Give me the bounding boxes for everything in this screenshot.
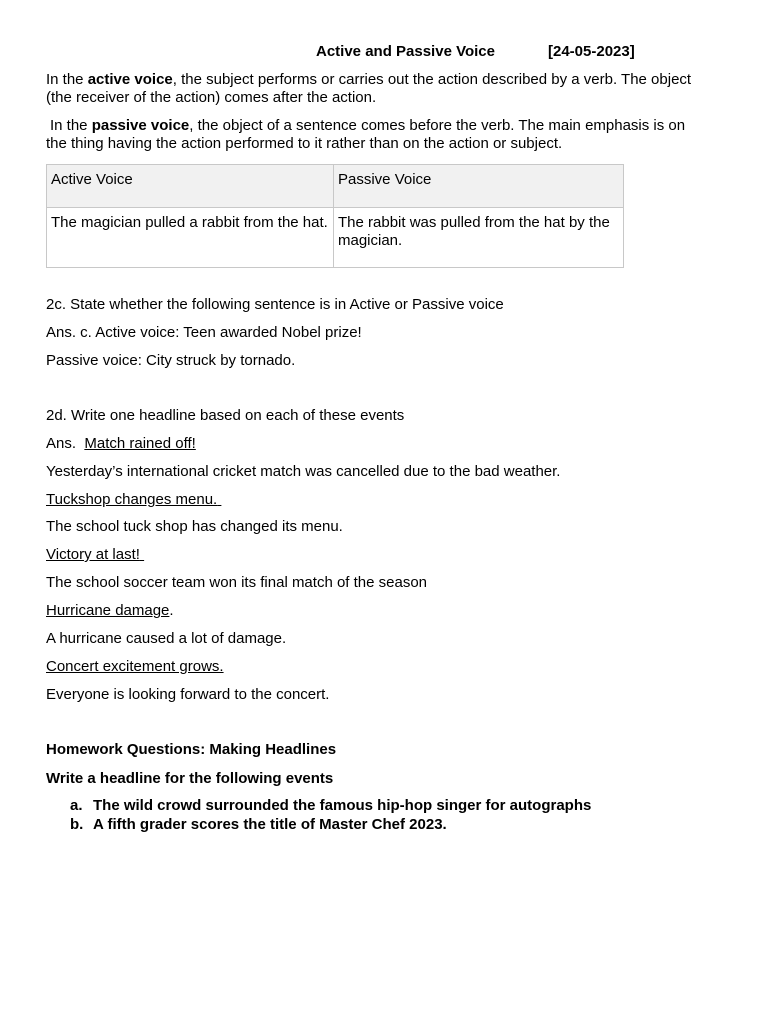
- table-header-passive: Passive Voice: [334, 165, 624, 208]
- active-rest: , the subject performs or carries out the action described by a verb. The object: [172, 71, 692, 88]
- headline-suffix: .: [169, 602, 174, 619]
- homework-heading: Homework Questions: Making Headlines: [46, 741, 337, 758]
- passive-rest: , the object of a sentence comes before the verb. The main emphasis is on: [189, 117, 686, 134]
- passive-prefix: In the: [50, 117, 92, 134]
- homework-instruction: Write a headline for the following events: [46, 770, 334, 787]
- headline-text: Hurricane damage: [46, 602, 170, 619]
- list-marker: a.: [70, 797, 83, 814]
- event-4: A hurricane caused a lot of damage.: [46, 630, 287, 647]
- voice-comparison-table: [46, 164, 624, 268]
- active-prefix: In the: [46, 71, 88, 88]
- answer-2d-headline-1: [46, 435, 196, 453]
- question-2d: 2d. Write one headline based on each of these events: [46, 407, 405, 424]
- event-3: The school soccer team won its final match of the season: [46, 574, 428, 591]
- headline-3: [46, 546, 144, 564]
- title-row: [0, 43, 768, 61]
- question-2c: 2c. State whether the following sentence is in Active or Passive voice: [46, 296, 504, 313]
- table-header-active: Active Voice: [47, 165, 334, 208]
- list-item-text: The wild crowd surrounded the famous hip-hop singer for autographs: [93, 797, 592, 814]
- passive-voice-definition: [46, 117, 726, 153]
- list-item-text: A fifth grader scores the title of Master Chef 2023.: [93, 816, 447, 833]
- list-marker: b.: [70, 816, 84, 833]
- active-term: active voice: [87, 71, 173, 88]
- page-title: Active and Passive Voice: [316, 43, 495, 60]
- table-cell-passive-example: The rabbit was pulled from the hat by the magician.: [334, 208, 624, 268]
- headline-text: Tuckshop changes menu.: [46, 491, 218, 508]
- ans-prefix: Ans.: [46, 435, 77, 452]
- headline-text: Victory at last!: [46, 546, 140, 563]
- event-1: Yesterday’s international cricket match was cancelled due to the bad weather.: [46, 463, 561, 480]
- headline-2: [46, 491, 221, 509]
- active-line2: (the receiver of the action) comes after the action.: [46, 89, 377, 106]
- page-date: [24-05-2023]: [548, 43, 635, 60]
- headline-text: Match rained off!: [84, 435, 196, 452]
- answer-2c-line1: Ans. c. Active voice: Teen awarded Nobel prize!: [46, 324, 362, 341]
- table-cell-active-example: The magician pulled a rabbit from the hat.: [47, 208, 334, 268]
- passive-term: passive voice: [91, 117, 190, 134]
- table-header-row: [47, 165, 624, 208]
- event-2: The school tuck shop has changed its menu.: [46, 518, 343, 535]
- headline-5: Concert excitement grows.: [46, 658, 224, 675]
- table-row: [47, 208, 624, 268]
- headline-4: [46, 602, 174, 620]
- answer-2c-line2: Passive voice: City struck by tornado.: [46, 352, 296, 369]
- event-5: Everyone is looking forward to the concert.: [46, 686, 330, 703]
- active-voice-definition: [46, 71, 726, 107]
- passive-line2: the thing having the action performed to it rather than on the action or subject.: [46, 135, 563, 152]
